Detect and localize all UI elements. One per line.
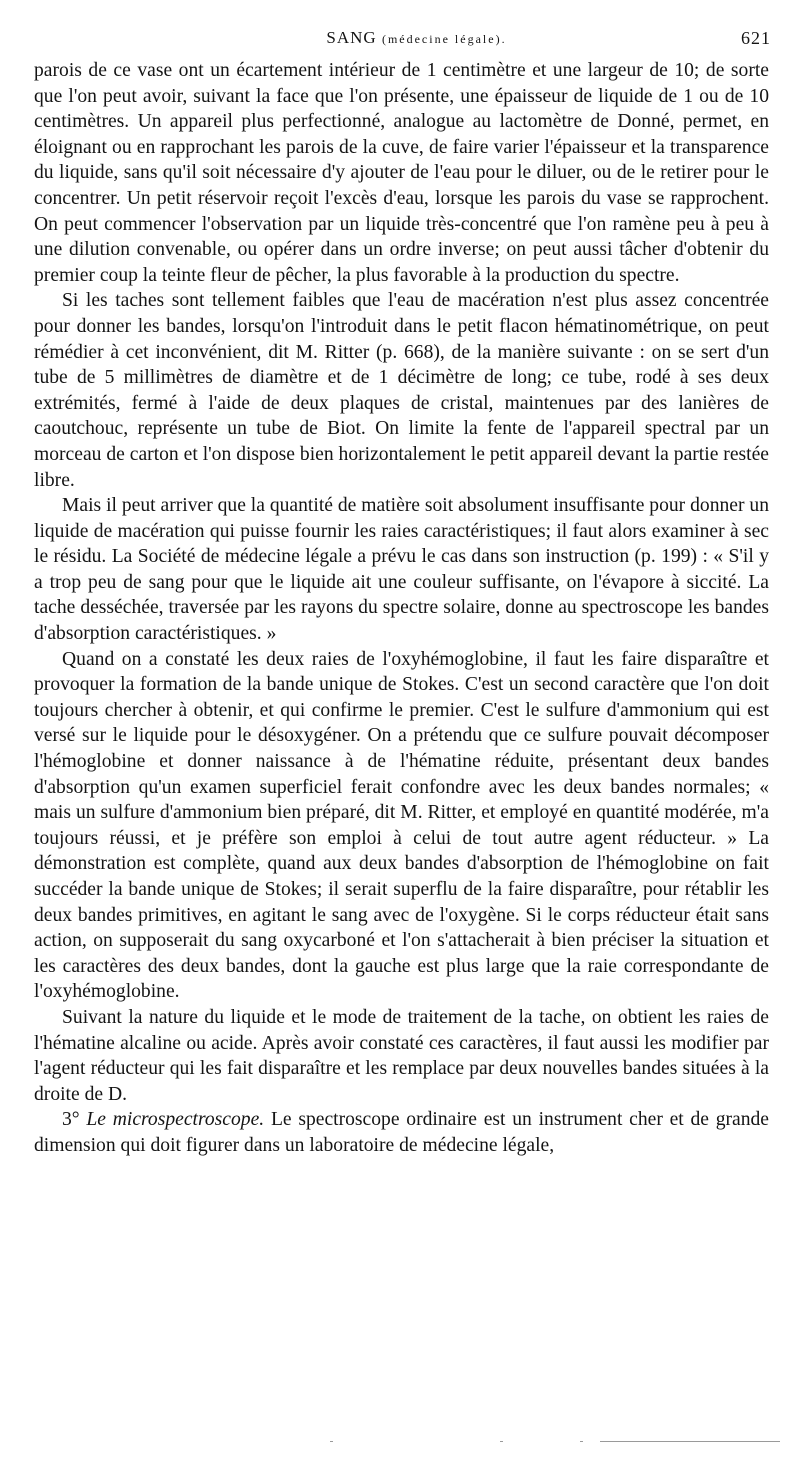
paragraph-5: Suivant la nature du liquide et le mode de traitement de la tache, on obtient les raies de l'hématine alcaline ou acide. Après avoir constaté ces caractères, il faut aussi les modifier par l'agent réducteur qui les fait disparaître et les remplace par deux nouvelles bandes situées à la droite de D. [34,1006,769,1105]
paragraph-3: Mais il peut arriver que la quantité de matière soit absolument insuffisante pour donner un liquide de macération qui puisse fournir les raies caractéristiques; il faut alors examiner à sec le résidu. La Société de médecine légale a prévu le cas dans son instruction (p. 199) : « S'il y a trop peu de sang pour que le liquide ait une couleur suffisante, on l'évapore à siccité. La tache desséchée, traversée par les rayons du spectre solaire, donne au spectroscope les bandes d'absorption caractéristiques. » [34,495,770,645]
running-title-subtitle: (médecine légale). [381,32,507,46]
book-page [34,28,769,1159]
running-head [34,28,769,58]
running-title [326,28,506,48]
page-number: 621 [741,28,771,48]
paragraph-4: Quand on a constaté les deux raies de l'oxyhémoglobine, il faut les faire disparaître et provoquer la formation de la bande unique de Stokes. C'est un second caractère que l'on doit toujours chercher à obtenir, et qui confirme le premier. C'est le sulfure d'ammonium qui est versé sur le liquide pour le désoxygéner. On a prétendu que ce sulfure pouvait décomposer l'hémoglobine et donner naissance à de l'hématine réduite, présentant deux bandes d'absorption qu'un examen superficiel ferait confondre avec les deux bandes normales; « mais un sulfure d'ammonium bien préparé, dit M. Ritter, et employé en quantité modérée, m'a toujours réussi, et je préfère son emploi à celui de tout autre agent réducteur. » La démonstration est complète, quand aux deux bandes d'absorption de l'hémoglobine on fait succéder la bande unique de Stokes; il serait superflu de la faire disparaître, pour rétablir les deux bandes primitives, en agitant le sang avec de l'oxygène. Si le corps réducteur était sans action, on supposerait du sang oxycarboné et l'on s'attacherait à bien préciser la situation et les caractères des deux bandes, dont la gauche est plus large que la raie correspondante de l'oxyhémoglobine. [34,648,769,1003]
paragraph-6 [34,1107,769,1158]
body-text [34,58,769,1159]
paragraph-2: Si les taches sont tellement faibles que l'eau de macération n'est plus assez concentrée pour donner les bandes, lorsqu'on l'introduit dans le petit flacon hématinométrique, on peut rémédier à cet inconvénient, dit M. Ritter (p. 668), de la manière suivante : on se sert d'un tube de 5 millimètres de diamètre et de 1 décimètre de long; ce tube, rodé à ses deux extrémités, fermé à l'aide de deux plaques de cristal, maintenues par des lanières de caoutchouc, représente un tube de Biot. On limite la fente de l'appareil spectral par un morceau de carton et l'on dispose bien horizontalement le petit appareil devant la partie restée libre. [34,290,769,491]
scan-artifact-marks [310,1438,780,1446]
scan-mark [580,1441,583,1442]
section-text: Le spectroscope ordinaire est un instrument cher et de grande dimension qui doit figurer dans un laboratoire de médecine légale, [34,1109,769,1156]
running-title-main: SANG [326,28,377,47]
scan-mark [330,1441,333,1442]
section-number: 3° [62,1109,80,1131]
section-heading: Le microspectroscope. [86,1109,265,1131]
scan-mark [600,1441,780,1442]
scan-mark [500,1441,503,1442]
paragraph-1: parois de ce vase ont un écartement intérieur de 1 centimètre et une largeur de 10; de sorte que l'on peut avoir, suivant la face que l'on présente, une épaisseur de liquide de 1 ou de 10 centimètres. Un appareil plus perfectionné, analogue au lactomètre de Donné, permet, en éloignant ou en rapprochant les parois de la cuve, de faire varier l'épaisseur et la transparence du liquide, sans qu'il soit nécessaire d'y ajouter de l'eau pour le diluer, ou de le retirer pour le concentrer. Un petit réservoir reçoit l'excès d'eau, lorsque les parois du vase se rapprochent. On peut commencer l'observation par un liquide très-concentré que l'on ramène peu à peu à une dilution convenable, ou opérer dans un ordre inverse; on peut aussi tâcher d'obtenir du premier coup la teinte fleur de pêcher, la plus favorable à la production du spectre. [34,60,769,286]
